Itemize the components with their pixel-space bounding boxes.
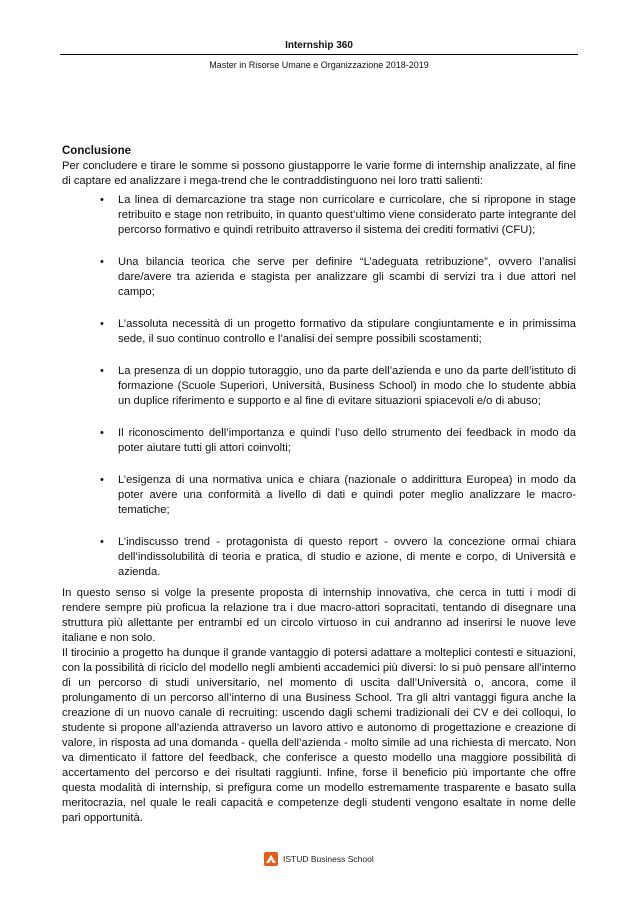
bullet-icon: • bbox=[100, 365, 104, 377]
istud-logo-icon bbox=[264, 852, 278, 866]
bullet-icon: • bbox=[100, 427, 104, 439]
list-item-text: L’esigenza di una normativa unica e chiara (nazionale o addirittura Europea) in modo da poter avere una conformità a livello di dati e quindi poter meglio analizzare le macro-tematiche; bbox=[118, 474, 576, 516]
list-item-text: L’indiscusso trend - protagonista di questo report - ovvero la concezione ormai chiara dell’indissolubilità di teoria e pratica, di studio e azione, di mente e corpo, di Università e azienda. bbox=[118, 536, 576, 578]
list-item bbox=[62, 426, 576, 456]
document-header-title: Internship 360 bbox=[285, 40, 353, 51]
bullet-icon: • bbox=[100, 194, 104, 206]
intro-paragraph: Per concludere e tirare le somme si possono giustapporre le varie forme di internship analizzate, al fine di captare ed analizzare i mega-trend che le contraddistinguono nei loro tratti salienti: bbox=[62, 160, 576, 187]
list-item-text: Una bilancia teorica che serve per definire “L’adeguata retribuzione”, ovvero l’analisi dare/avere tra azienda e stagista per analizzare gli scambi di servizi tra i due attori nel campo; bbox=[118, 256, 576, 298]
conclusions-list bbox=[62, 193, 576, 580]
bullet-icon: • bbox=[100, 474, 104, 486]
list-item bbox=[62, 535, 576, 580]
list-item bbox=[62, 364, 576, 409]
footer bbox=[264, 851, 374, 867]
list-item-text: La presenza di un doppio tutoraggio, uno da parte dell’azienda e uno da parte dell’istituto di formazione (Scuole Superiori, Università, Business School) in modo che lo studente abbia un duplice riferimento e supporto e al fine di evitare situazioni spiacevoli e/o di abuso; bbox=[118, 365, 576, 407]
list-item bbox=[62, 473, 576, 518]
list-item-text: La linea di demarcazione tra stage non curricolare e curricolare, che si ripropone in stage retribuito e stage non retribuito, in quanto quest’ultimo viene considerato parte integrante del percorso formativo e quindi retribuito attraverso il sistema dei crediti formativi (CFU); bbox=[118, 194, 576, 236]
header-divider bbox=[60, 54, 578, 55]
list-item bbox=[62, 255, 576, 300]
bullet-icon: • bbox=[100, 536, 104, 548]
list-item-text: Il riconoscimento dell’importanza e quindi l’uso dello strumento dei feedback in modo da poter aiutare tutti gli attori coinvolti; bbox=[118, 427, 576, 454]
list-item-text: L’assoluta necessità di un progetto formativo da stipulare congiuntamente e in primissima sede, il suo continuo controllo e l’analisi dei sempre possibili scostamenti; bbox=[118, 318, 576, 345]
footer-brand: ISTUD Business School bbox=[283, 854, 374, 864]
document-body bbox=[62, 144, 576, 826]
document-header-subtitle: Master in Risorse Umane e Organizzazione 2018-2019 bbox=[209, 60, 429, 70]
list-item bbox=[62, 317, 576, 347]
body-paragraph-1: In questo senso si volge la presente proposta di internship innovativa, che cerca in tutti i modi di rendere sempre più proficua la relazione tra i due macro-attori sopracitati, tentando di disegnare una struttura più allettante per entrambi ed un circolo virtuoso in cui andranno ad inserirsi le nuove leve italiane e non solo. bbox=[62, 587, 576, 644]
section-title: Conclusione bbox=[62, 145, 132, 157]
list-item bbox=[62, 193, 576, 238]
bullet-icon: • bbox=[100, 256, 104, 268]
bullet-icon: • bbox=[100, 318, 104, 330]
body-paragraph-2: Il tirocinio a progetto ha dunque il grande vantaggio di potersi adattare a molteplici contesti e situazioni, con la possibilità di riciclo del modello negli ambienti accademici più diversi: lo si può pensare all’interno di un percorso di studi universitario, nel momento di uscita dall’Università o, ancora, come il prolungamento di un percorso all’interno di una Business School. Tra gli altri vantaggi figura anche la creazione di un nuovo canale di recruiting: uscendo dagli schemi tradizionali dei CV e dei colloqui, lo studente si propone all’azienda attraverso un lavoro attivo e autonomo di progettazione e creazione di valore, in risposta ad una domanda - quella dell’azienda - molto simile ad una richiesta di mercato. Non va dimenticato il fattore del feedback, che conferisce a questo modello una maggiore possibilità di accertamento del percorso e dei risultati raggiunti. Infine, forse il beneficio più importante che offre questa modalità di internship, si prefigura come un modello estremamente trasparente e basato sulla meritocrazia, nel quale le reali capacità e competenze degli studenti vengono esaltate in nome delle pari opportunità. bbox=[62, 647, 576, 824]
